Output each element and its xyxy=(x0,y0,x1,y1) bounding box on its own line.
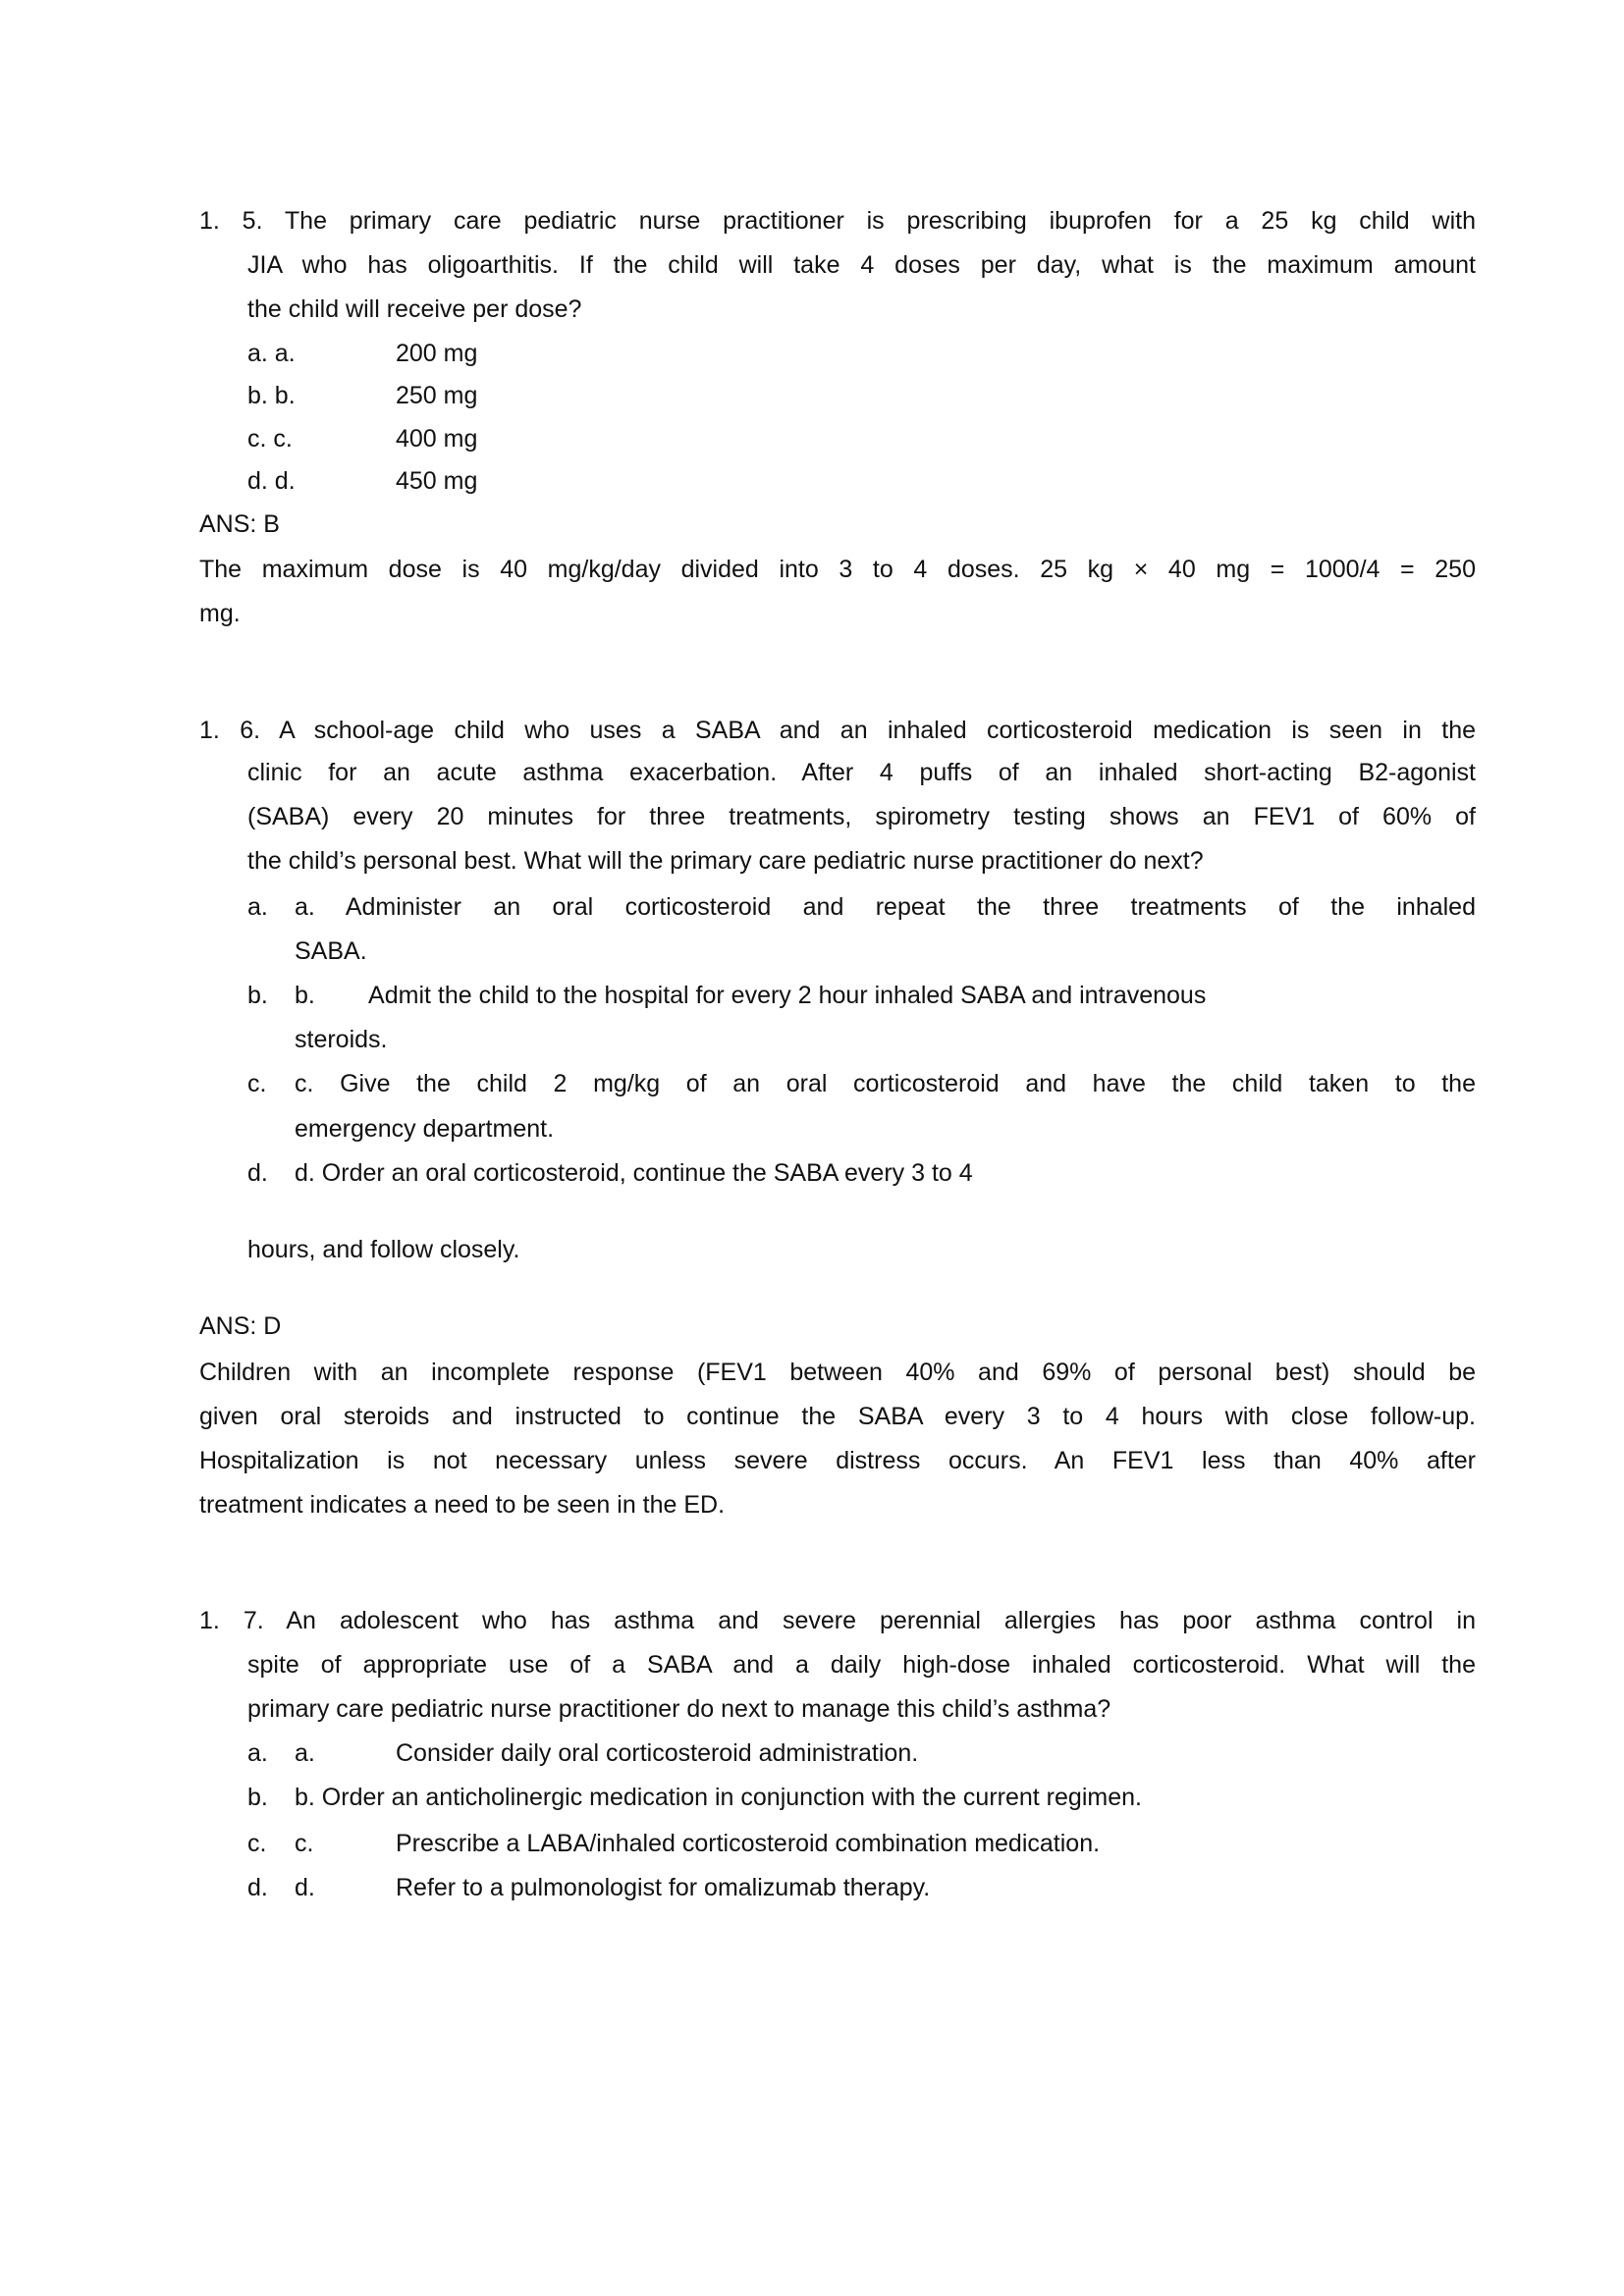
option-label: d. d. xyxy=(247,467,296,495)
option-text: a. Administer an oral corticosteroid and repeat the three treatments of the inhaled xyxy=(295,893,1476,921)
option-label: b. xyxy=(247,982,268,1009)
question-stem-line: (SABA) every 20 minutes for three treatments, spirometry testing shows an FEV1 of 60% of xyxy=(247,803,1476,830)
option-label: d. xyxy=(247,1159,268,1187)
option-text: c. Give the child 2 mg/kg of an oral corticosteroid and have the child taken to the xyxy=(295,1070,1476,1097)
option-text: b. Order an anticholinergic medication in conjunction with the current regimen. xyxy=(295,1784,1142,1811)
rationale-line: mg. xyxy=(199,600,241,627)
option-label: c. xyxy=(247,1070,267,1097)
rationale-line: treatment indicates a need to be seen in the ED. xyxy=(199,1491,726,1519)
answer: ANS: B xyxy=(199,510,280,538)
option-text: 450 mg xyxy=(396,467,478,495)
option-label: c. c. xyxy=(247,425,293,453)
option-text: emergency department. xyxy=(295,1115,555,1143)
rationale-line: Hospitalization is not necessary unless severe distress occurs. An FEV1 less than 40% after xyxy=(199,1447,1476,1474)
option-sublabel: c. xyxy=(295,1830,314,1857)
option-text: b. Admit the child to the hospital for every 2 hour inhaled SABA and intravenous xyxy=(295,982,1207,1009)
option-text: Refer to a pulmonologist for omalizumab therapy. xyxy=(396,1874,931,1901)
option-text: SABA. xyxy=(295,937,367,965)
option-text: 250 mg xyxy=(396,382,478,409)
rationale-line: Children with an incomplete response (FEV1 between 40% and 69% of personal best) should be xyxy=(199,1359,1476,1386)
option-text: Consider daily oral corticosteroid administration. xyxy=(396,1739,919,1767)
question-stem-line: the child will receive per dose? xyxy=(247,295,582,323)
question-stem-line: 1. 7. An adolescent who has asthma and severe perennial allergies has poor asthma control in xyxy=(199,1607,1476,1634)
question-stem-line: JIA who has oligoarthitis. If the child will take 4 doses per day, what is the maximum amount xyxy=(247,251,1476,279)
option-text: 200 mg xyxy=(396,340,478,367)
option-text: d. Order an oral corticosteroid, continue the SABA every 3 to 4 xyxy=(295,1159,973,1187)
question-stem-line: 1. 5. The primary care pediatric nurse practitioner is prescribing ibuprofen for a 25 kg child with xyxy=(199,207,1476,235)
option-text: 400 mg xyxy=(396,425,478,453)
question-stem-line: primary care pediatric nurse practitioner do next to manage this child’s asthma? xyxy=(247,1695,1111,1723)
option-label: d. xyxy=(247,1874,268,1901)
question-stem-line: the child’s personal best. What will the primary care pediatric nurse practitioner do next? xyxy=(247,847,1204,875)
question-stem-line: 1. 6. A school-age child who uses a SABA and an inhaled corticosteroid medication is seen in the xyxy=(199,717,1476,744)
question-stem-line: clinic for an acute asthma exacerbation. After 4 puffs of an inhaled short-acting B2-agonist xyxy=(247,759,1476,786)
question-stem-line: spite of appropriate use of a SABA and a daily high-dose inhaled corticosteroid. What will the xyxy=(247,1651,1476,1679)
option-sublabel: d. xyxy=(295,1874,315,1901)
option-text: Prescribe a LABA/inhaled corticosteroid combination medication. xyxy=(396,1830,1101,1857)
option-label: a. a. xyxy=(247,340,296,367)
option-text: steroids. xyxy=(295,1026,388,1053)
option-text: hours, and follow closely. xyxy=(247,1236,520,1263)
rationale-line: The maximum dose is 40 mg/kg/day divided into 3 to 4 doses. 25 kg × 40 mg = 1000/4 = 250 xyxy=(199,556,1476,583)
rationale-line: given oral steroids and instructed to continue the SABA every 3 to 4 hours with close follow-up. xyxy=(199,1403,1476,1430)
option-label: c. xyxy=(247,1830,267,1857)
option-label: a. xyxy=(247,1739,268,1767)
option-label: b. xyxy=(247,1784,268,1811)
option-sublabel: a. xyxy=(295,1739,315,1767)
option-label: b. b. xyxy=(247,382,296,409)
option-label: a. xyxy=(247,893,268,921)
answer: ANS: D xyxy=(199,1312,282,1340)
